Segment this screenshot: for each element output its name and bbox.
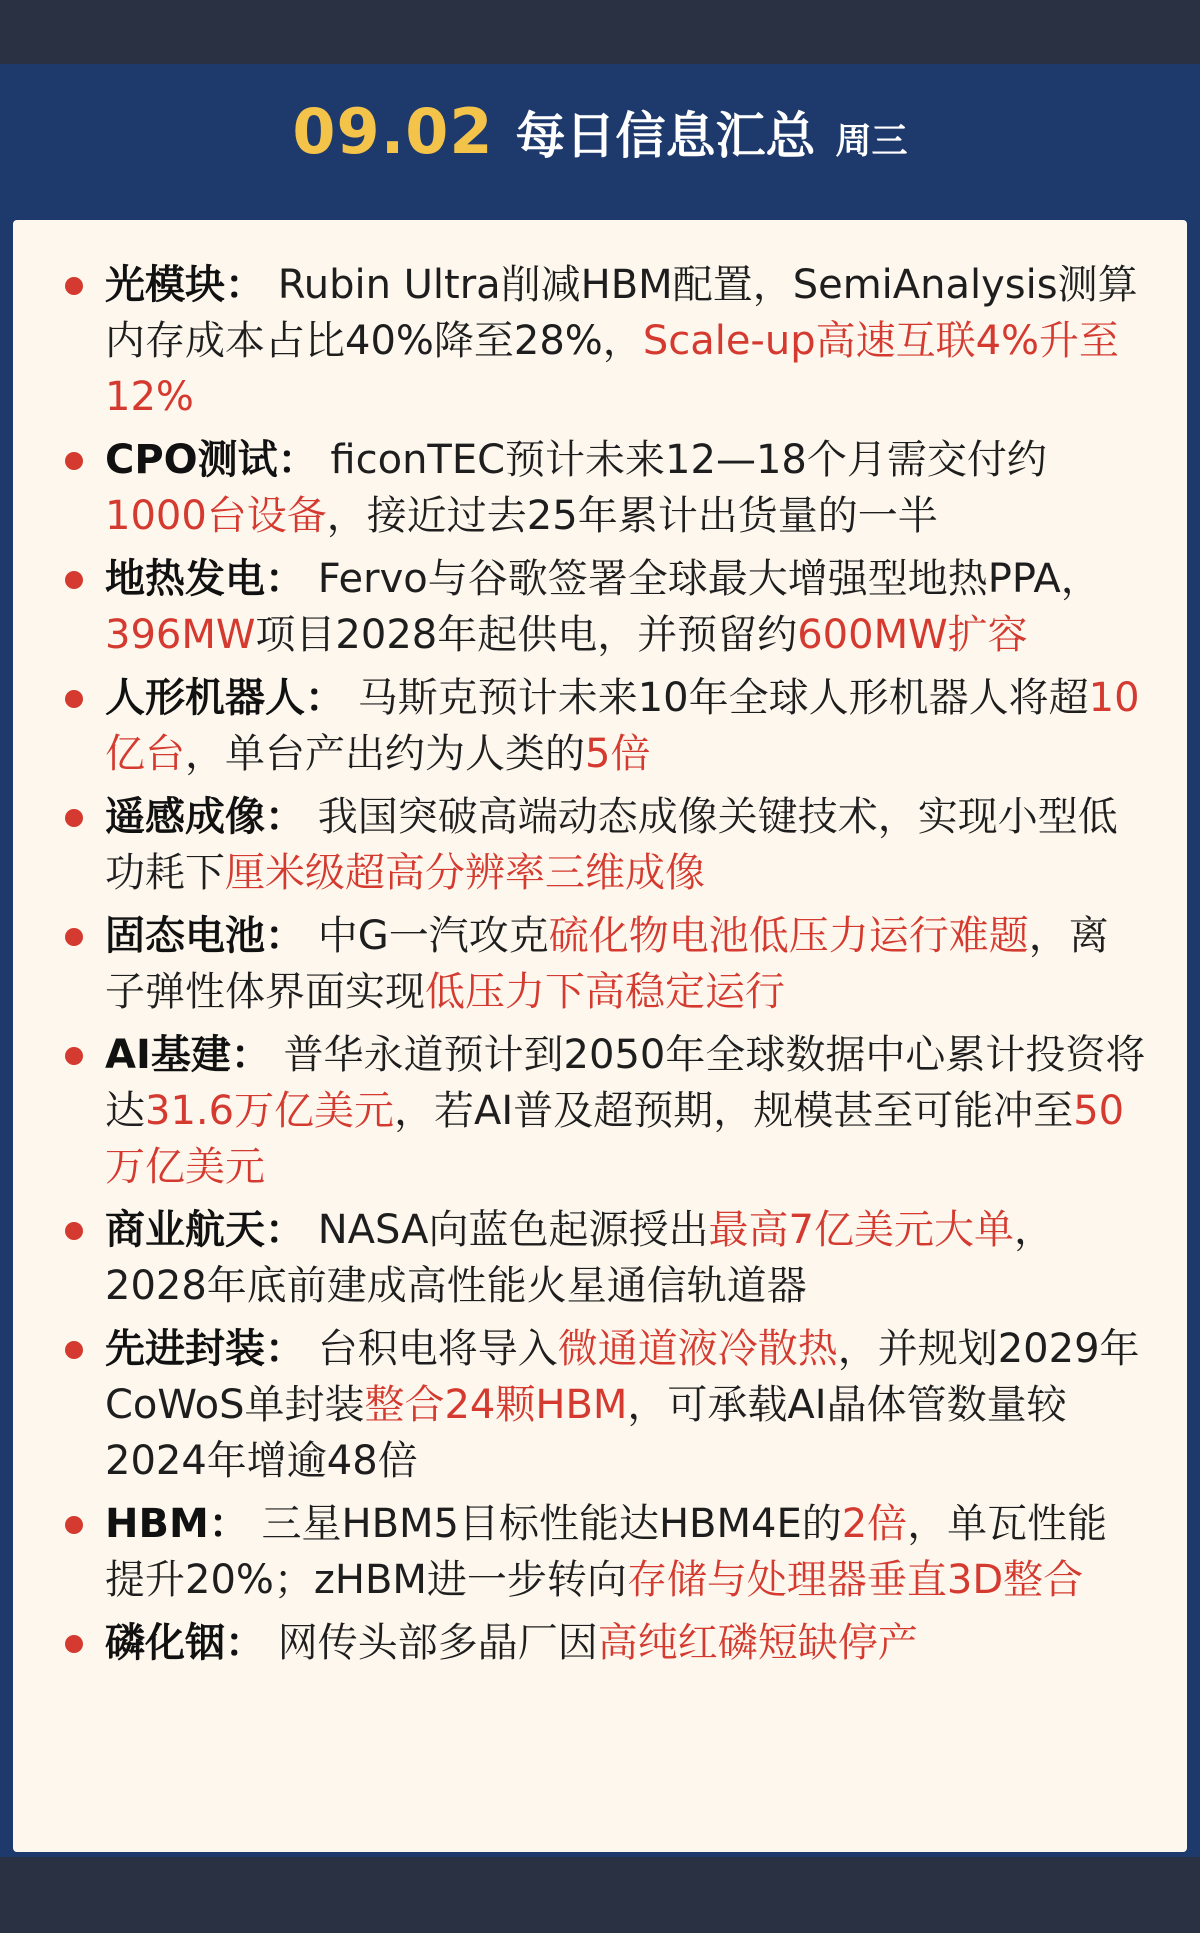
bullet-icon bbox=[65, 1047, 83, 1065]
bullet-icon bbox=[65, 1635, 83, 1653]
highlight-text: 微通道液冷散热 bbox=[557, 1326, 838, 1372]
highlight-text: 5倍 bbox=[585, 731, 651, 777]
news-item-label: 遥感成像： bbox=[105, 794, 305, 840]
highlight-text: 10亿台 bbox=[105, 675, 1140, 777]
content-card bbox=[13, 220, 1187, 1852]
body-text: ，可承载AI晶体管数量较2024年增逾48倍 bbox=[105, 1382, 1067, 1484]
news-item-label: 地热发电： bbox=[105, 556, 305, 602]
highlight-text: 整合24颗HBM bbox=[364, 1382, 628, 1428]
news-item-label: 人形机器人： bbox=[105, 675, 345, 721]
body-text: ，单台产出约为人类的 bbox=[185, 731, 585, 777]
body-text: 中G一汽攻克 bbox=[305, 913, 549, 959]
news-item bbox=[13, 1027, 1187, 1195]
highlight-text: 高纯红磷短缺停产 bbox=[597, 1620, 918, 1666]
news-item-label: 商业航天： bbox=[105, 1207, 305, 1253]
body-text: ，若AI普及超预期，规模甚至可能冲至 bbox=[394, 1088, 1074, 1134]
news-item bbox=[13, 908, 1187, 1020]
body-text: ，单瓦性能提升20%；zHBM进一步转向 bbox=[105, 1501, 1108, 1603]
news-item-label: 磷化铟： bbox=[105, 1620, 265, 1666]
body-text: ，2028年底前建成高性能火星通信轨道器 bbox=[105, 1207, 1054, 1309]
news-item-label: 光模块： bbox=[105, 262, 265, 308]
header-weekday: 周三 bbox=[835, 121, 908, 162]
highlight-text: 2倍 bbox=[841, 1501, 908, 1547]
news-item bbox=[13, 1202, 1187, 1314]
news-item bbox=[13, 432, 1187, 544]
news-item bbox=[13, 789, 1187, 901]
news-item-label: HBM： bbox=[105, 1501, 249, 1547]
top-band bbox=[0, 0, 1200, 64]
news-item-label: AI基建： bbox=[105, 1032, 271, 1078]
highlight-text: 50万亿美元 bbox=[105, 1088, 1125, 1190]
bullet-icon bbox=[65, 1341, 83, 1359]
bullet-icon bbox=[65, 1516, 83, 1534]
news-item-label: 先进封装： bbox=[105, 1326, 305, 1372]
bullet-icon bbox=[65, 452, 83, 470]
body-text: 项目2028年起供电，并预留约 bbox=[255, 612, 798, 658]
highlight-text: 31.6万亿美元 bbox=[145, 1088, 395, 1134]
news-item bbox=[13, 1321, 1187, 1489]
body-text: Fervo与谷歌签署全球最大增强型地热PPA， bbox=[305, 556, 1101, 602]
body-text: 网传头部多晶厂因 bbox=[265, 1620, 598, 1666]
bullet-icon bbox=[65, 1222, 83, 1240]
body-text: NASA向蓝色起源授出 bbox=[305, 1207, 709, 1253]
bottom-band bbox=[0, 1857, 1200, 1933]
highlight-text: Scale-up高速互联4%升至12% bbox=[105, 318, 1120, 420]
body-text: 马斯克预计未来10年全球人形机器人将超 bbox=[345, 675, 1089, 721]
news-list bbox=[13, 257, 1187, 1678]
news-item-label: 固态电池： bbox=[105, 913, 305, 959]
news-item-label: CPO测试： bbox=[105, 437, 318, 483]
news-item bbox=[13, 1496, 1187, 1608]
highlight-text: 最高7亿美元大单 bbox=[708, 1207, 1014, 1253]
body-text: ，并规划2029年CoWoS单封装 bbox=[105, 1326, 1140, 1428]
highlight-text: 存储与处理器垂直3D整合 bbox=[626, 1557, 1084, 1603]
news-item bbox=[13, 670, 1187, 782]
page-title: 每日信息汇总 bbox=[515, 107, 816, 165]
body-text: Rubin Ultra削减HBM配置，SemiAnalysis测算内存成本占比40%降至28%， bbox=[105, 262, 1138, 364]
news-item bbox=[13, 1615, 1187, 1671]
body-text: 我国突破高端动态成像关键技术，实现小型低功耗下 bbox=[105, 794, 1118, 896]
highlight-text: 厘米级超高分辨率三维成像 bbox=[225, 850, 705, 896]
body-text: ，接近过去25年累计出货量的一半 bbox=[326, 493, 938, 539]
news-item bbox=[13, 257, 1187, 425]
body-text: ficonTEC预计未来12—18个月需交付约 bbox=[317, 437, 1047, 483]
highlight-text: 600MW扩容 bbox=[797, 612, 1028, 658]
highlight-text: 1000台设备 bbox=[105, 493, 327, 539]
bullet-icon bbox=[65, 571, 83, 589]
body-text: 台积电将导入 bbox=[305, 1326, 558, 1372]
page-header bbox=[0, 95, 1200, 195]
news-item bbox=[13, 551, 1187, 663]
bullet-icon bbox=[65, 809, 83, 827]
body-text: 普华永道预计到2050年全球数据中心累计投资将达 bbox=[105, 1032, 1146, 1134]
highlight-text: 低压力下高稳定运行 bbox=[425, 969, 785, 1015]
body-text: 三星HBM5目标性能达HBM4E的 bbox=[248, 1501, 842, 1547]
bullet-icon bbox=[65, 277, 83, 295]
highlight-text: 硫化物电池低压力运行难题 bbox=[548, 913, 1029, 959]
header-date: 09.02 bbox=[292, 95, 494, 168]
bullet-icon bbox=[65, 928, 83, 946]
body-text: ，离子弹性体界面实现 bbox=[105, 913, 1109, 1015]
bullet-icon bbox=[65, 690, 83, 708]
highlight-text: 396MW bbox=[105, 612, 256, 658]
